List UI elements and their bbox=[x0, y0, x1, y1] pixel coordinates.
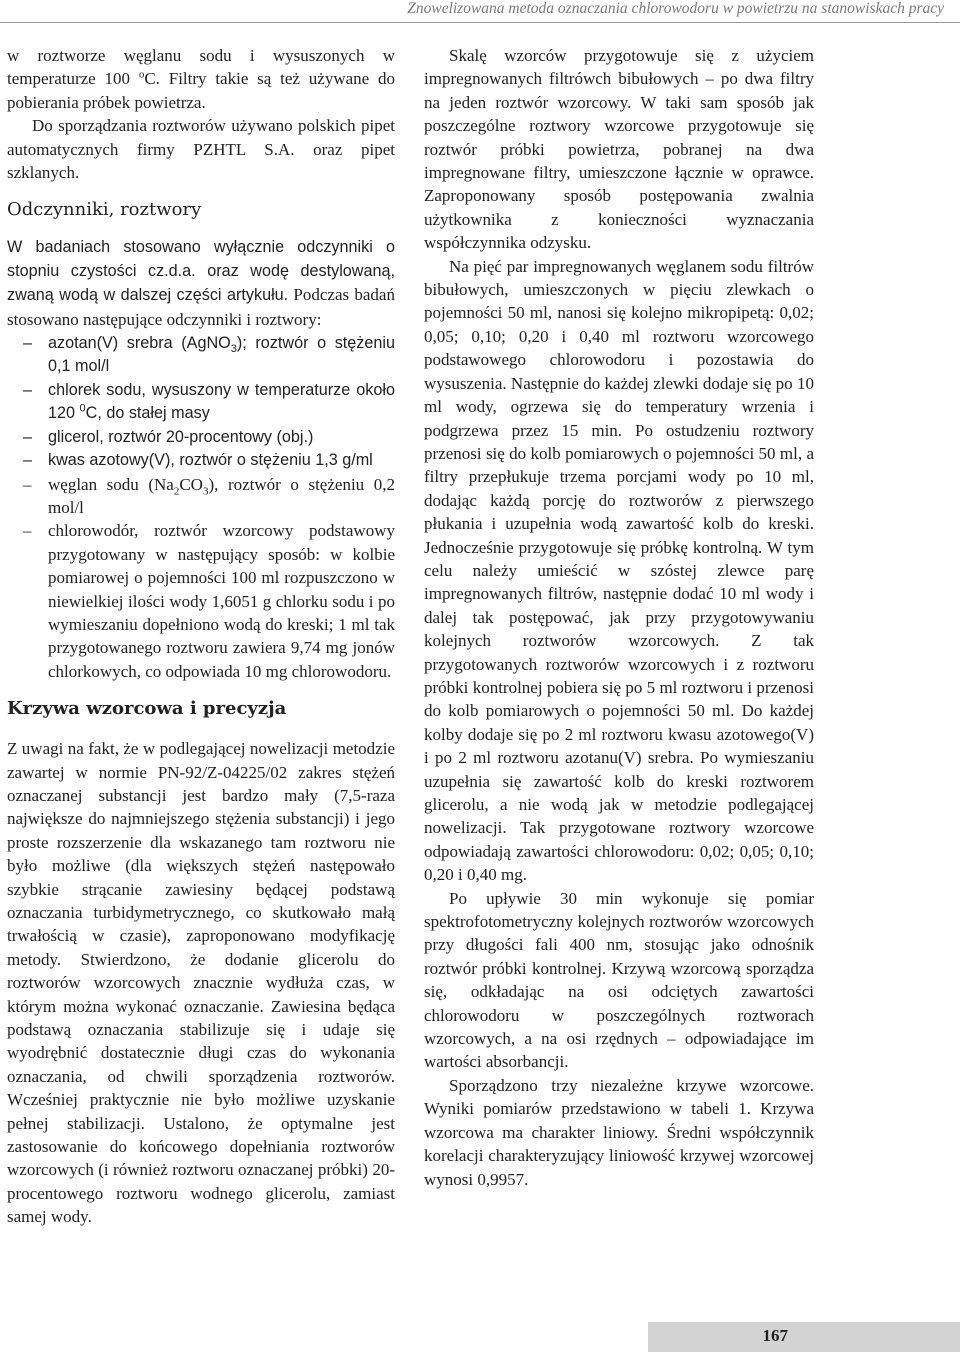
list-item: – glicerol, roztwór 20-procentowy (obj.) bbox=[7, 426, 395, 449]
paragraph-pipettes: Do sporządzania roztworów używano polskich pipet automatycznych firmy PZHTL S.A. oraz pipet szklanych. bbox=[7, 116, 395, 183]
list-item: – chlorek sodu, wysuszony w temperaturze około 120 $^0$C, do stałej masy bbox=[7, 379, 395, 426]
list-item: – azotan(V) srebra (AgNO$_3$); roztwór o stężeniu 0,1 mol/l bbox=[7, 332, 395, 379]
running-header bbox=[0, 0, 960, 23]
paragraph-preparation: Na pięć par impregnowanych węglanem sodu filtrów bibułowych, umieszczonych w pięciu zlewkach o pojemności 50 ml, nanosi się kolejno mikropipetą: 0,02; 0,05; 0,10; 0,20 i 0,40 ml roztworu wzorcowego podstawowego chlorowodoru i pozostawia do wysuszenia. Następnie do każdej zlewki dodaje się po 10 ml wody, ogrzewa się do temperatury wrzenia i podgrzewa przez 15 min. Po ostudzeniu roztwory przenosi się do kolb pomiarowych o pojemności 50 ml, a filtry przepłukuje trzema porcjami wody po 10 ml, dodając każdą porcję do roztworów z pierwszego płukania i uzupełnia wodą zawartość kolb do kreski. Jednocześnie przygotowuje się próbkę kontrolną. W tym celu należy umieścić w szóstej zlewce parę impregnowanych filtrów, następnie dodać 10 ml wody i dalej tak postępować, jak przy przygotowywaniu kolejnych roztworów wzorcowych. Z tak przygotowanych roztworów wzorcowych i z roztworu próbki kontrolnej pobiera się po 5 ml roztworu i przenosi do kolb pomiarowych o pojemności 50 ml. Do każdej kolby dodaje się po 2 ml roztworu kwasu azotowego(V) i po 2 ml roztworu azotanu(V) srebra. Po wymieszaniu uzupełnia się zawartość kolb do kreski roztworem glicerolu, a nie wodą jak w metodzie podlegającej nowelizacji. Tak przygotowane roztwory wzorcowe odpowiadają zawartości chlorowodoru: 0,02; 0,05; 0,10; 0,20 i 0,40 mg. bbox=[424, 256, 814, 885]
list-item: – kwas azotowy(V), roztwór o stężeniu 1,3 g/ml bbox=[7, 449, 395, 472]
paragraph-filters: w roztworze węglanu sodu i wysuszonych w temperaturze 100 $^o$C. Filtry takie są też używane do pobierania próbek powietrza. bbox=[7, 46, 395, 112]
left-column bbox=[7, 44, 395, 1229]
paragraph-standards-scale: Skalę wzorców przygotowuje się z użyciem impregnowanych filtrówch bibułowych – po dwa filtry na jeden roztwór wzorcowy. W taki sam sposób jak poszczególne roztwory wzorcowe przygotowuje się roztwór próbki powietrza, pobranej na dwa impregnowane filtry, umieszczone łącznie w oprawce. Zaproponowany sposób postępowania zwalnia użytkownika z konieczności wyznaczania współczynnika odzysku. bbox=[424, 46, 814, 253]
running-title: Znowelizowana metoda oznaczania chlorowodoru w powietrzu na stanowiskach pracy bbox=[407, 0, 944, 17]
list-item: – chlorowodór, roztwór wzorcowy podstawowy przygotowany w następujący sposób: w kolbie pomiarowej o pojemności 100 ml rozpuszczono w niewielkiej ilości wody 1,6051 g chlorku sodu i po wymieszaniu dopełniono wodą do kreski; 1 ml tak przygotowanego roztworu zawiera 9,74 mg jonów chlorkowych, co odpowiada 10 mg chlorowodoru. bbox=[7, 519, 395, 683]
heading-reagents: Odczynniki, roztwory bbox=[7, 199, 202, 221]
page-number: 167 bbox=[762, 1326, 788, 1345]
footer-bar bbox=[648, 1322, 960, 1352]
paragraph-results: Sporządzono trzy niezależne krzywe wzorcowe. Wyniki pomiarów przedstawiono w tabeli 1. Krzywa wzorcowa ma charakter liniowy. Średni współczynnik korelacji charakteryzujący liniowość krzywej wzorcowej wynosi 0,9957. bbox=[424, 1075, 814, 1189]
paragraph-measurement: Po upływie 30 min wykonuje się pomiar spektrofotometryczny kolejnych roztworów wzorcowych przy długości fali 400 nm, stosując jako odnośnik roztwór próbki kontrolnej. Krzywą wzorcową sporządza się, odkładając na osi odciętych zawartości chlorowodoru w poszczególnych roztworach wzorcowych, a na osi rzędnych – odpowiadające im wartości absorbancji. bbox=[424, 888, 814, 1072]
heading-calibration-curve: Krzywa wzorcowa i precyzja bbox=[7, 698, 287, 720]
degree-sup: o bbox=[138, 68, 145, 81]
paragraph-calibration: Z uwagi na fakt, że w podlegającej nowelizacji metodzie zawartej w normie PN-92/Z-04225/02 zakres stężeń oznaczanej substancji jest bardzo mały (7,5-raza największe do najmniejszego stężenia substancji) i jego proste rozszerzenie dla wskazanego tam roztworu nie było możliwe (dla większych stężeń następowało szybkie strącanie zawiesiny będącej podstawą oznaczania turbidymetrycznego, co skutkowało małą trwałością w czasie), zaproponowano modyfikację metody. Stwierdzono, że dodanie glicerolu do roztworów wzorcowych znacznie wydłuża czas, w którym można wykonać oznaczanie. Zawiesina będąca podstawą oznaczania stabilizuje się i udaje się wyodrębnić dostatecznie długi czas do wykonania oznaczania, od chwili sporządzenia roztworów. Wcześniej praktycznie nie było możliwe uzyskanie pełnej stabilizacji. Ustalono, że optymalne jest zastosowanie do końcowego dopełniania roztworów wzorcowych (i również roztworu oznaczanej próbki) 20-procentowego roztworu wodnego glicerolu, zamiast samej wody. bbox=[7, 739, 395, 1227]
reagents-list bbox=[7, 332, 395, 683]
paragraph-reagents-intro: W badaniach stosowano wyłącznie odczynniki o stopniu czystości cz.d.a. oraz wodę destylowaną, zwaną wodą w dalszej części artykułu. Podczas badań stosowano następujące odczynniki i roztwory: bbox=[7, 238, 395, 329]
right-column bbox=[424, 44, 814, 1191]
list-item: – węglan sodu $(Na_2CO_3)$, roztwór o stężeniu 0,2 mol/l bbox=[7, 473, 395, 520]
